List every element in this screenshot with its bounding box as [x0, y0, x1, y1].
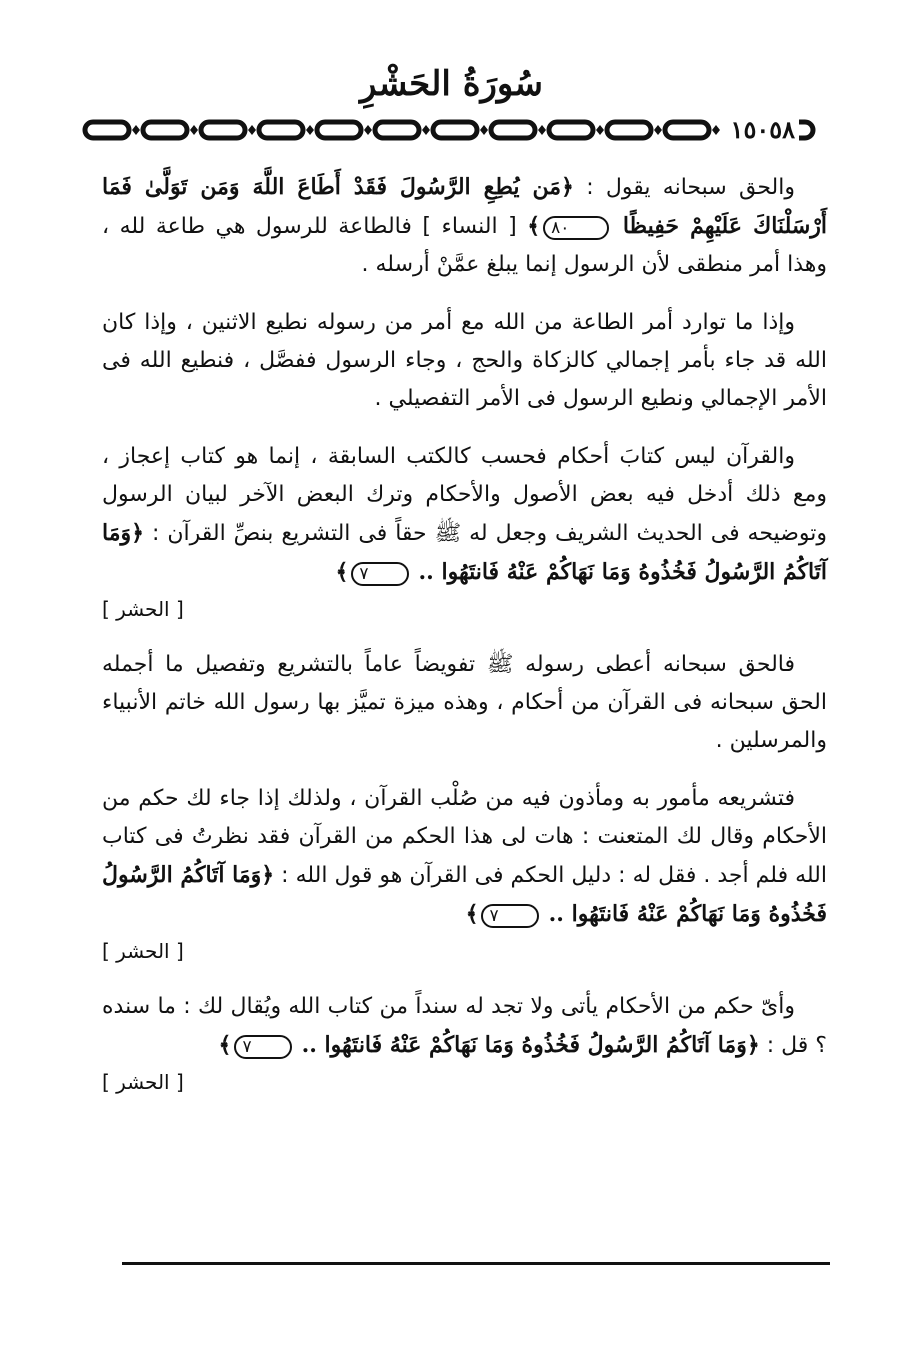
footer-rule [122, 1262, 830, 1265]
quran-quote: ﴿مَن يُطِعِ الرَّسُولَ فَقَدْ أَطَاعَ اللَّهَ وَمَن تَوَلَّىٰ فَمَا أَرْسَلْنَاكَ عَلَيْهِمْ حَفِيظًا [102, 174, 828, 239]
ayah-number: ٧ [351, 562, 408, 586]
chain-ornament-icon [82, 114, 732, 146]
surah-title: سُورَةُ الحَشْرِ [360, 64, 543, 104]
quote-end-ornament: ﴾ [527, 214, 541, 239]
quran-quote: ﴿وَمَا آتَاكُمُ الرَّسُولُ فَخُذُوهُ وَمَا نَهَاكُمْ عَنْهُ فَانتَهُوا .. [301, 1032, 760, 1058]
paragraph-4 [102, 646, 827, 760]
paragraph-5 [102, 780, 827, 968]
text: وإذا ما توارد أمر الطاعة من الله مع أمر من رسوله نطيع الاثنين ، وإذا كان الله قد جاء بأمر إجمالي كالزكاة والحج ، وجاء الرسول ففصَّل ، فنطيع الله فى الأمر الإجمالي ونطيع الرسول فى الأمر التفصيلي . [102, 310, 827, 411]
page-number: ١٥٠٥٨ [727, 114, 799, 146]
text: فالطاعة للرسول هي طاعة لله ، وهذا أمر منطقى لأن الرسول إنما يبلغ عمَّنْ أرسله . [102, 214, 827, 277]
paragraph-6 [102, 988, 827, 1099]
page-body [102, 168, 827, 1119]
quran-quote: ﴿وَمَا آتَاكُمُ الرَّسُولُ فَخُذُوهُ وَمَا نَهَاكُمْ عَنْهُ فَانتَهُوا .. [102, 862, 827, 927]
ayah-number: ٧ [481, 904, 538, 928]
text: فتشريعه مأمور به ومأذون فيه من صُلْب القرآن ، ولذلك إذا جاء لك حكم من الأحكام وقال لك المتعنت : هات لى هذا الحكم من القرآن فقد نظرتُ فى كتاب الله فلم أجد . فقل له : دليل الحكم فى القرآن هو قول الله : [102, 786, 827, 888]
surah-reference: [ الحشر ] [102, 939, 184, 963]
quote-end-ornament: ﴾ [465, 902, 479, 927]
quote-end-ornament: ﴾ [218, 1033, 232, 1058]
quran-quote: ﴿وَمَا آتَاكُمُ الرَّسُولُ فَخُذُوهُ وَمَا نَهَاكُمْ عَنْهُ فَانتَهُوا .. [102, 520, 827, 585]
ornamental-chain-border [82, 114, 822, 146]
surah-reference: [ الحشر ] [102, 1070, 184, 1094]
paragraph-1 [102, 168, 827, 284]
text: والحق سبحانه يقول : [586, 175, 795, 200]
surah-reference: [ النساء ] [422, 214, 517, 239]
ayah-number: ٨٠ [543, 216, 609, 240]
text: وأىّ حكم من الأحكام يأتى ولا تجد له سنداً من كتاب الله ويُقال لك : ما سنده ؟ قل : [102, 994, 827, 1058]
paragraph-3 [102, 438, 827, 626]
ayah-number: ٧ [234, 1035, 291, 1059]
text: والقرآن ليس كتابَ أحكام فحسب كالكتب السابقة ، إنما هو كتاب إعجاز ، ومع ذلك أدخل فيه بعض الأصول والأحكام وترك البعض الآخر لبيان الرسول وتوضيحه فى الحديث الشريف وجعل له ﷺ حقاً فى التشريع بنصِّ القرآن : [102, 444, 827, 546]
text: فالحق سبحانه أعطى رسوله ﷺ تفويضاً عاماً بالتشريع وتفصيل ما أجمله الحق سبحانه فى القرآن من أحكام ، وهذه ميزة تميَّز بها رسول الله خاتم الأنبياء والمرسلين . [102, 652, 827, 753]
surah-reference: [ الحشر ] [102, 597, 184, 621]
quote-end-ornament: ﴾ [335, 560, 349, 585]
paragraph-2 [102, 304, 827, 418]
